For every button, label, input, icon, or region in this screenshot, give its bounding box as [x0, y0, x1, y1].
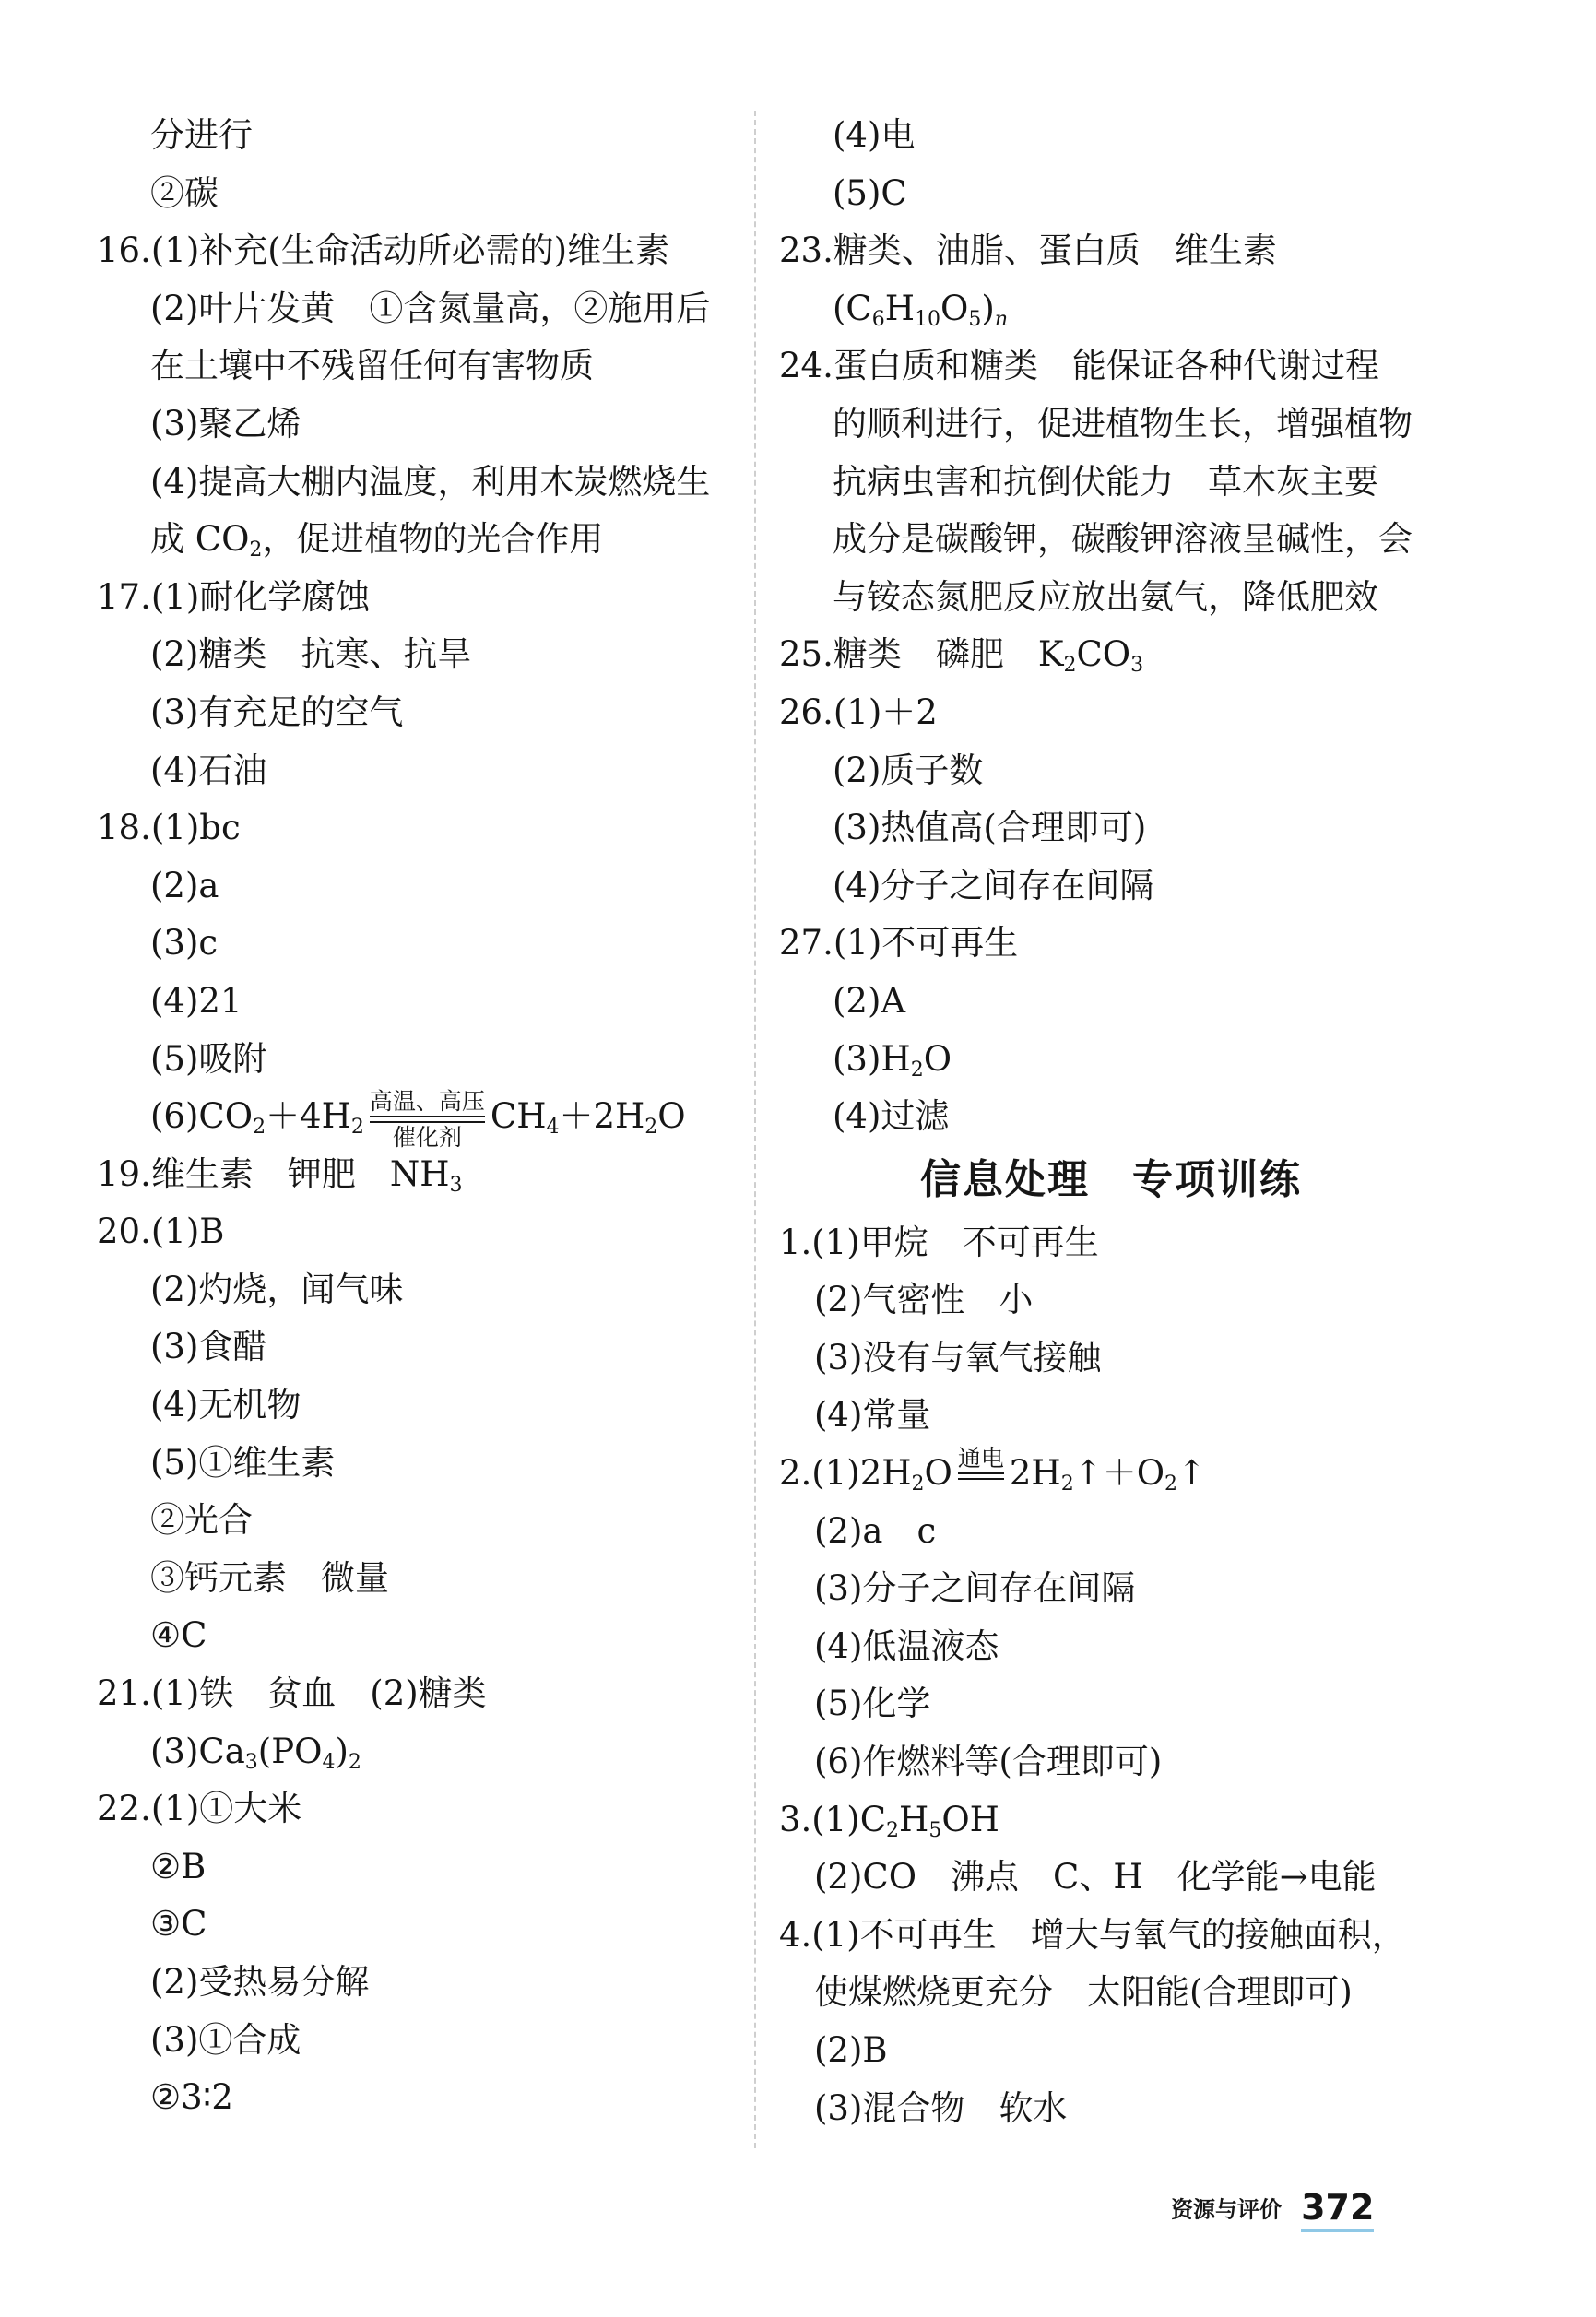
answer-line: (4)常量: [814, 1395, 931, 1436]
formula-text: 2.(1)2H: [779, 1453, 912, 1494]
subscript: 2: [886, 1818, 900, 1842]
right-column: [779, 107, 1443, 2137]
reaction-condition: [954, 1444, 1008, 1506]
formula-text: ): [981, 288, 995, 328]
answer-line: 成分是碳酸钾，碳酸钾溶液呈碱性，会: [833, 519, 1413, 560]
answer-line: (2)质子数: [833, 750, 984, 790]
subscript: 6: [871, 307, 885, 331]
formula-text: O: [940, 288, 969, 328]
reaction-condition: [366, 1087, 489, 1151]
answer-line: (3)食醋: [150, 1327, 267, 1367]
formula-text: (3)Ca: [150, 1731, 245, 1771]
answer-line: 4.(1)不可再生 增大与氧气的接触面积，: [779, 1914, 1406, 1955]
formula-text: 3.(1)C: [779, 1799, 887, 1839]
formula-text: 19.维生素 钾肥 NH: [97, 1153, 450, 1194]
answer-line: 1.(1)甲烷 不可再生: [779, 1222, 1099, 1262]
formula-text: ＋2H: [559, 1096, 645, 1137]
formula-text: H: [899, 1799, 929, 1839]
answer-line: (5)化学: [814, 1684, 931, 1724]
answer-line: 17.(1)耐化学腐蚀: [97, 576, 371, 617]
formula-text: 25.糖类 磷肥 K: [779, 634, 1064, 675]
condition-top: 通电: [957, 1444, 1004, 1472]
formula-text: (C: [833, 288, 872, 328]
subscript: 4: [546, 1116, 560, 1140]
formula-text: CH: [490, 1096, 547, 1137]
answer-line: ③钙元素 微量: [150, 1557, 389, 1598]
subscript: 2: [253, 1116, 266, 1140]
answer-line: 的顺利进行，促进植物生长，增强植物: [833, 403, 1413, 443]
answer-line: (2)A: [833, 980, 906, 1021]
answer-line: 24.蛋白质和糖类 能保证各种代谢过程: [779, 346, 1379, 386]
answer-line: [779, 626, 1443, 684]
equals-bar: [370, 1116, 485, 1123]
answer-line: 26.(1)＋2: [779, 692, 938, 732]
answer-line: (3)c: [150, 923, 219, 963]
formula-text: O: [923, 1038, 952, 1079]
subscript: 10: [915, 307, 941, 331]
formula-text: (6)CO: [150, 1096, 254, 1137]
subscript: 2: [911, 1472, 925, 1496]
condition-bottom: 催化剂: [392, 1123, 462, 1151]
answer-line: 与铵态氮肥反应放出氨气，降低肥效: [833, 576, 1378, 617]
subscript: 3: [449, 1173, 463, 1197]
answer-line: [779, 1031, 1443, 1089]
answer-line: ③C: [150, 1904, 207, 1945]
answer-line: (4)21: [150, 980, 242, 1021]
subscript: 5: [968, 307, 982, 331]
answer-line: [779, 1791, 1443, 1850]
answer-line: 使煤燃烧更充分 太阳能(合理即可): [814, 1972, 1353, 2013]
answer-line: (4)提高大棚内温度，利用木炭燃烧生: [150, 461, 711, 502]
answer-line: 23.糖类、油脂、蛋白质 维生素: [779, 231, 1277, 271]
left-column: [97, 107, 761, 2127]
answer-line: (2)a c: [814, 1510, 937, 1551]
answer-line: 27.(1)不可再生: [779, 923, 1019, 963]
formula-text: ＋4H: [266, 1096, 351, 1137]
answer-line: (4)过滤: [833, 1096, 950, 1137]
answer-line: (4)分子之间存在间隔: [833, 865, 1154, 905]
answer-line: (3)聚乙烯: [150, 403, 301, 443]
answer-line: (3)混合物 软水: [814, 2087, 1068, 2128]
answer-line: 21.(1)铁 贫血 (2)糖类: [97, 1673, 487, 1714]
answer-line: (4)低温液态: [814, 1625, 999, 1666]
answer-line: [97, 1146, 761, 1204]
answer-line: (4)电: [833, 115, 916, 155]
answer-line: [97, 1723, 761, 1781]
page-footer: [1171, 2187, 1374, 2228]
subscript: 2: [644, 1116, 658, 1140]
answer-line: (3)有充足的空气: [150, 692, 404, 732]
formula-text: 成 CO: [150, 519, 250, 560]
subscript: 4: [322, 1750, 336, 1774]
answer-line: (3)没有与氧气接触: [814, 1337, 1102, 1377]
answer-line: (3)分子之间存在间隔: [814, 1568, 1136, 1609]
answer-line: (2)B: [814, 2030, 888, 2070]
answer-line: 16.(1)补充(生命活动所必需的)维生素: [97, 231, 670, 271]
subscript: 2: [350, 1116, 364, 1140]
answer-line: 分进行: [150, 115, 253, 155]
condition-top: 高温、高压: [369, 1087, 485, 1115]
answer-line: (5)吸附: [150, 1038, 267, 1079]
formula-text: OH: [941, 1799, 999, 1839]
answer-line: (3)①合成: [150, 2019, 301, 2060]
answer-line: (2)a: [150, 865, 219, 905]
answer-line: (2)CO 沸点 C、H 化学能→电能: [814, 1857, 1377, 1897]
answer-line: 20.(1)B: [97, 1212, 225, 1252]
formula-text: ↑: [1177, 1453, 1207, 1494]
formula-text: H: [884, 288, 916, 328]
answer-line: ②B: [150, 1846, 207, 1886]
formula-text: ): [335, 1731, 349, 1771]
answer-line: ②3∶2: [150, 2077, 233, 2118]
subscript: 2: [1063, 654, 1077, 678]
subscript: 3: [244, 1750, 258, 1774]
column-divider: [754, 111, 756, 2148]
answer-line: (2)气密性 小: [814, 1280, 1034, 1320]
subscript: 3: [1130, 654, 1144, 678]
section-heading: 信息处理 专项训练: [920, 1155, 1302, 1203]
answer-line: (4)石油: [150, 750, 267, 790]
answer-line: 22.(1)①大米: [97, 1789, 302, 1829]
answer-line: 18.(1)bc: [97, 808, 241, 848]
answer-line: 在土壤中不残留任何有害物质: [150, 346, 594, 386]
answer-line: ②光合: [150, 1500, 253, 1541]
subscript: 2: [1060, 1472, 1074, 1496]
answer-line: (2)受热易分解: [150, 1962, 370, 2002]
subscript: 2: [348, 1750, 361, 1774]
formula-text: CO: [1076, 634, 1131, 675]
answer-line: (2)灼烧，闻气味: [150, 1269, 404, 1309]
formula-text: (PO: [257, 1731, 323, 1771]
formula-text: O: [657, 1096, 686, 1137]
page-number: 372: [1301, 2187, 1374, 2232]
answer-line: [97, 511, 761, 569]
formula-text: ，促进植物的光合作用: [262, 519, 604, 560]
equals-bar: [958, 1472, 1004, 1480]
answer-line: ②碳: [150, 172, 219, 213]
answer-line: (3)热值高(合理即可): [833, 808, 1147, 848]
formula-text: (3)H: [833, 1038, 911, 1079]
subscript: 2: [1164, 1472, 1178, 1496]
formula-text: O: [924, 1453, 952, 1494]
answer-line: (4)无机物: [150, 1385, 301, 1425]
formula-text: ↑＋O: [1073, 1453, 1165, 1494]
formula-text: 2H: [1009, 1453, 1061, 1494]
answer-line: (2)叶片发黄 ①含氮量高，②施用后: [150, 288, 711, 328]
answer-line: [97, 1087, 761, 1151]
answer-line: (2)糖类 抗寒、抗旱: [150, 634, 472, 675]
subscript: n: [994, 307, 1008, 331]
answer-line: 抗病虫害和抗倒伏能力 草木灰主要: [833, 461, 1378, 502]
subscript: 5: [928, 1818, 942, 1842]
footer-source: 资源与评价: [1171, 2196, 1282, 2223]
answer-line: [779, 1445, 1443, 1503]
subscript: 2: [249, 538, 263, 562]
answer-line: ④C: [150, 1615, 207, 1656]
answer-line: (6)作燃料等(合理即可): [814, 1742, 1163, 1782]
subscript: 2: [910, 1058, 924, 1082]
answer-line: [779, 280, 1443, 338]
answer-line: (5)①维生素: [150, 1442, 336, 1483]
answer-line: (5)C: [833, 172, 907, 213]
